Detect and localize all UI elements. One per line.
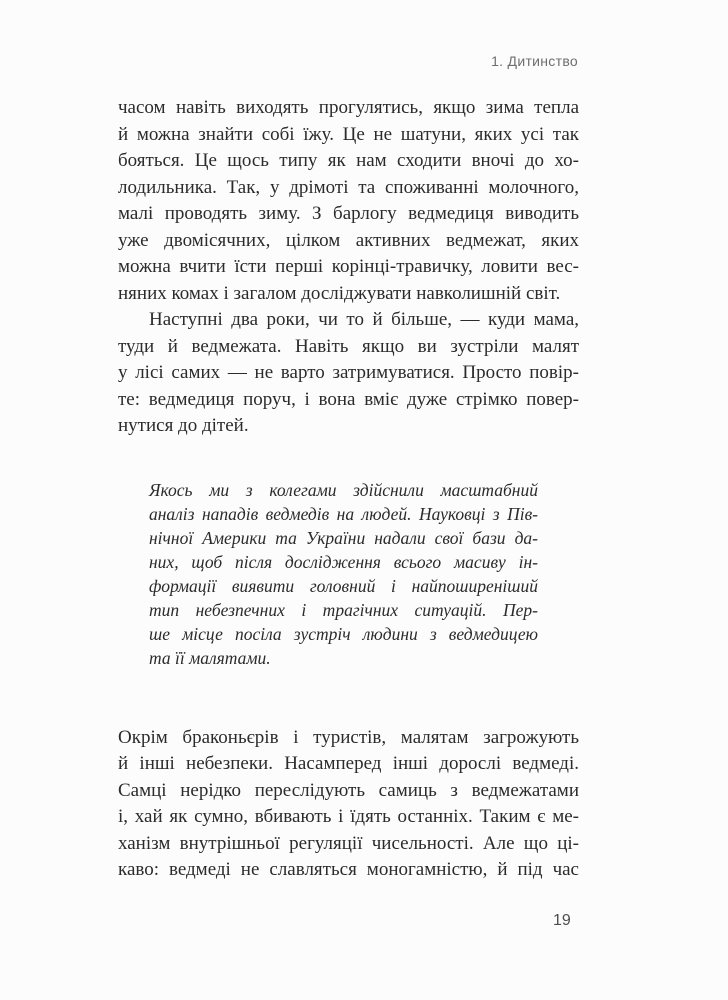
text-line: лодильника. Так, у дрімоті та споживанні молочного, <box>118 176 579 198</box>
page-number: 19 <box>553 912 571 929</box>
text-line: бояться. Це щось типу як нам сходити вночі до хо- <box>118 150 579 171</box>
running-header: 1. Дитинство <box>491 53 578 69</box>
text-line: каво: ведмеді не славляться моногамністю, й під час <box>118 859 579 880</box>
text-line: Окрім браконьєрів і туристів, малятам загрожують <box>118 726 579 748</box>
quote-line: та її малятами. <box>149 647 271 668</box>
quote-line: ше місце посіла зустріч людини з ведмедицею <box>149 623 538 644</box>
paragraph-1 <box>118 95 579 307</box>
quote-line: них, щоб після дослідження всього масиву ін- <box>149 551 538 572</box>
text-line: часом навіть виходять прогулятись, якщо зима тепла <box>118 97 579 118</box>
text-line: малі проводять зиму. З барлогу ведмедиця виводить <box>118 203 579 224</box>
text-line: те: ведмедиця поруч, і вона вміє дуже стрімко повер- <box>118 388 579 410</box>
text-line: туди й ведмежата. Навіть якщо ви зустріли малят <box>118 335 579 357</box>
text-line: й інші небезпеки. Насамперед інші дорослі ведмеді. <box>118 753 579 774</box>
quote-line: формації виявити головний і найпоширеніший <box>149 575 538 596</box>
text-line: і, хай як сумно, вбивають і їдять останніх. Таким є ме- <box>118 806 579 827</box>
text-line: нутися до дітей. <box>118 415 249 436</box>
quote-line: Якось ми з колегами здійснили масштабний <box>149 479 538 500</box>
text-line: й можна знайти собі їжу. Це не шатуни, яких усі так <box>118 123 579 145</box>
paragraph-3 <box>118 725 579 884</box>
quote-line: тип небезпечних і трагічних ситуацій. Пер- <box>149 599 538 620</box>
quote-line: нічної Америки та України надали свої бази да- <box>149 527 538 548</box>
text-line: Наступні два роки, чи то й більше, — куди мама, <box>149 309 579 330</box>
text-line: няних комах і загалом досліджувати навколишній світ. <box>118 282 561 304</box>
text-line: Самці нерідко переслідують самиць з ведмежатами <box>118 779 579 801</box>
text-line: ханізм внутрішньої регуляції чисельності. Але що ці- <box>118 832 579 854</box>
quote-block <box>149 478 538 670</box>
text-line: у лісі самих — не варто затримуватися. Просто повір- <box>118 362 579 383</box>
text-line: можна вчити їсти перші корінці-травичку, ловити вес- <box>118 256 579 277</box>
text-line: уже двомісячних, цілком активних ведмежат, яких <box>118 229 579 251</box>
text-column <box>118 95 579 884</box>
quote-line: аналіз нападів ведмедів на людей. Науковці з Пів- <box>149 503 538 524</box>
paragraph-2 <box>118 307 579 440</box>
